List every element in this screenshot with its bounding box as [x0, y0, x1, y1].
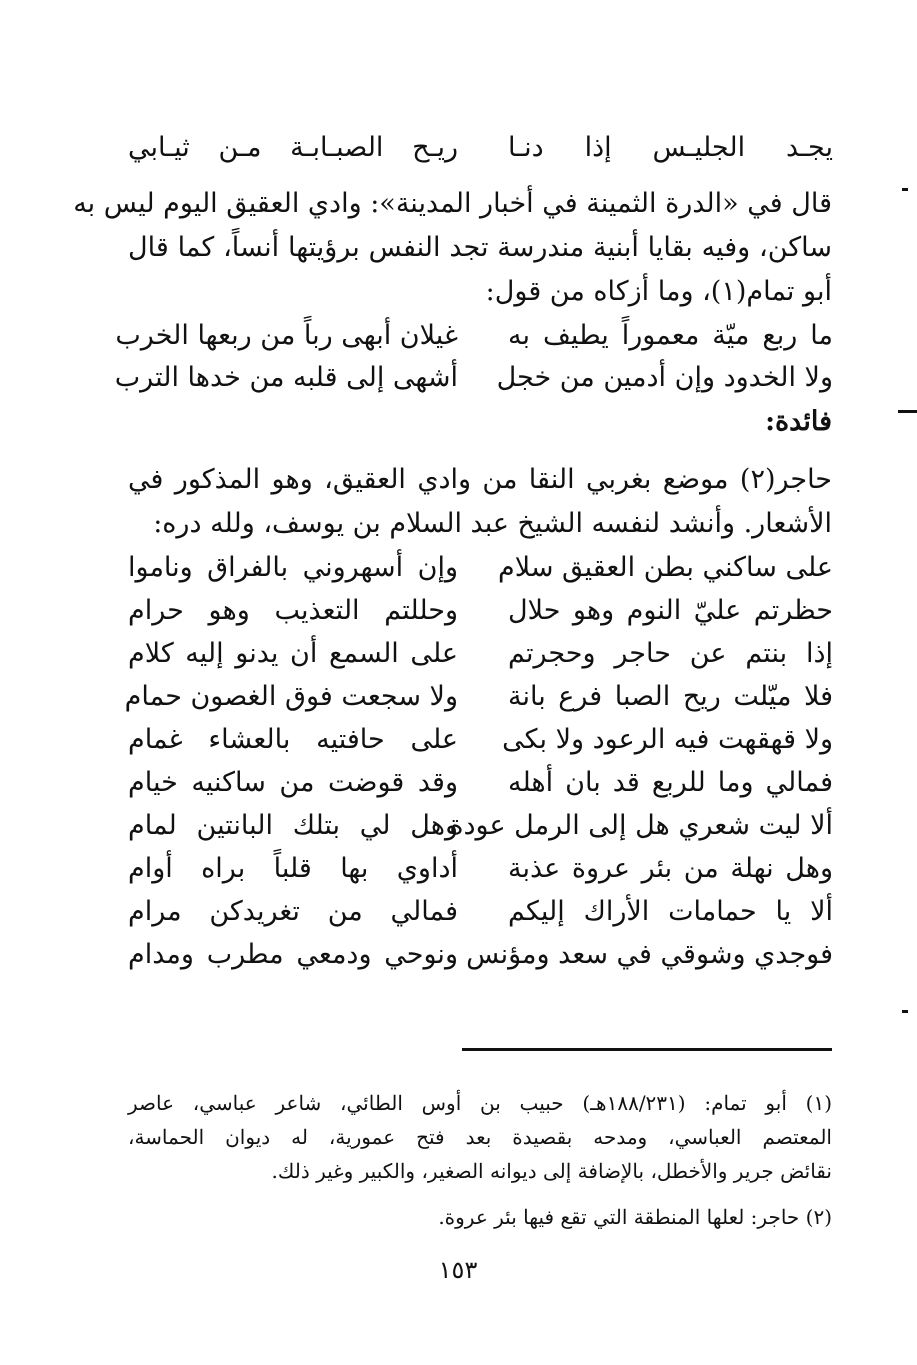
verse-hemistich-left: وإن أسهروني بالفراق وناموا [128, 552, 458, 583]
verse-hemistich-right: فمالي وما للربع قد بان أهله [508, 767, 833, 798]
paragraph-line: أبو تمام(١)، وما أزكاه من قول: [485, 276, 832, 307]
section-heading: فائدة: [765, 406, 832, 437]
verse-hemistich-right: على ساكني بطن العقيق سلام [498, 552, 833, 583]
scan-edge-mark [902, 188, 908, 191]
footnote-separator [462, 1048, 832, 1051]
paragraph-line: قال في «الدرة الثمينة في أخبار المدينة»: وادي العقيق اليوم ليس به [73, 188, 832, 219]
paragraph-line: ساكن، وفيه بقايا أبنية مندرسة تجد النفس برؤيتها أنساً، كما قال [128, 232, 832, 263]
footnote-line: نقائض جرير والأخطل، بالإضافة إلى ديوانه الصغير، والكبير وغير ذلك. [271, 1159, 832, 1183]
verse-hemistich-right: يجـد الجليـس إذا دنـا [508, 132, 833, 163]
paragraph-line: الأشعار. وأنشد لنفسه الشيخ عبد السلام بن يوسف، ولله دره: [153, 508, 832, 539]
verse-hemistich-left: ولا سجعت فوق الغصون حمام [124, 681, 458, 712]
verse-hemistich-left: فمالي من تغريدكن مرام [128, 896, 458, 927]
footnote-line: (٢) حاجر: لعلها المنطقة التي تقع فيها بئر عروة. [438, 1205, 832, 1229]
paragraph-line: حاجر(٢) موضع بغربي النقا من وادي العقيق، وهو المذكور في [128, 464, 832, 495]
page-number: ١٥٣ [438, 1256, 478, 1284]
verse-hemistich-right: إذا بنتم عن حاجر وحجرتم [508, 638, 833, 669]
verse-hemistich-left: على السمع أن يدنو إليه كلام [128, 638, 458, 669]
verse-hemistich-right: فلا ميّلت ريح الصبا فرع بانة [508, 681, 833, 712]
scan-edge-mark [898, 410, 917, 413]
scan-edge-mark [902, 1010, 908, 1013]
verse-hemistich-left: على حافتيه بالعشاء غمام [128, 724, 458, 755]
verse-hemistich-right: ولا الخدود وإن أدمين من خجل [496, 362, 833, 393]
verse-hemistich-left: وهل لي بتلك البانتين لمام [128, 810, 458, 841]
verse-hemistich-right: ألا ليت شعري هل إلى الرمل عودة [449, 810, 833, 841]
verse-hemistich-right: ولا قهقهت فيه الرعود ولا بكى [502, 724, 833, 755]
verse-hemistich-left: ونوحي ودمعي مطرب ومدام [128, 939, 458, 970]
verse-hemistich-left: غيلان أبهى رباً من ربعها الخرب [115, 320, 458, 351]
verse-hemistich-left: أشهى إلى قلبه من خدها الترب [114, 362, 458, 393]
footnote-line: (١) أبو تمام: (١٨٨/٢٣١هـ) حبيب بن أوس الطائي، شاعر عباسي، عاصر [128, 1091, 833, 1115]
verse-hemistich-left: وحللتم التعذيب وهو حرام [128, 595, 458, 626]
verse-hemistich-left: وقد قوضت من ساكنيه خيام [128, 767, 458, 798]
verse-hemistich-right: فوجدي وشوقي في سعد ومؤنس [466, 939, 833, 970]
verse-hemistich-right: ما ربع ميّة معموراً يطيف به [508, 320, 833, 351]
footnote-line: المعتصم العباسي، ومدحه بقصيدة بعد فتح عمورية، له ديوان الحماسة، [128, 1125, 832, 1149]
verse-hemistich-left: ريـح الصبـابـة مـن ثيـابي [128, 132, 458, 163]
verse-hemistich-right: حظرتم عليّ النوم وهو حلال [508, 595, 833, 626]
verse-hemistich-right: وهل نهلة من بئر عروة عذبة [508, 853, 833, 884]
verse-hemistich-left: أداوي بها قلباً براه أوام [128, 853, 458, 884]
verse-hemistich-right: ألا يا حمامات الأراك إليكم [508, 896, 833, 927]
